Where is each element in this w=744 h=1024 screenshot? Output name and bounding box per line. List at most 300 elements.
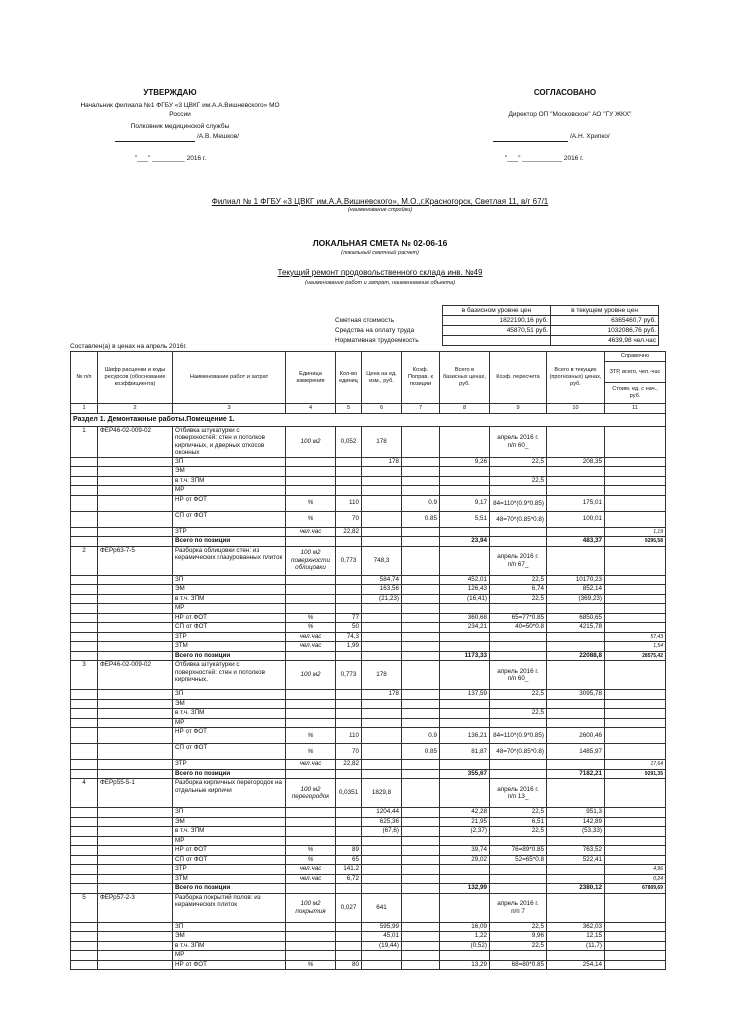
item-qty: 0,0351 (336, 779, 362, 808)
row-base (440, 951, 490, 961)
row-unit (286, 594, 336, 604)
table-row (71, 960, 666, 970)
row-unit (286, 932, 336, 942)
row-code (98, 932, 173, 942)
row-code (98, 690, 173, 700)
summary-base: 45870,51 руб. (443, 326, 551, 336)
row-cur (547, 527, 605, 537)
row-name: в т.ч. ЗПМ (173, 709, 286, 719)
row-base (440, 632, 490, 642)
row-qty: 89 (336, 846, 362, 856)
row-base: 5,51 (440, 511, 490, 527)
total-coef (402, 537, 440, 547)
total-coef (402, 769, 440, 779)
period-ref: п/п 60_ (507, 675, 529, 682)
row-ref (605, 604, 666, 614)
item-total-row (71, 651, 666, 661)
row-name: МР (173, 604, 286, 614)
agree-sign: /А.Н. Хрипко/ (570, 133, 610, 140)
col-number: 11 (605, 404, 666, 414)
row-coef (402, 951, 440, 961)
total-price (362, 769, 402, 779)
period-label: апрель 2016 г. (497, 900, 539, 907)
row-unit: чел.час (286, 527, 336, 537)
row-name: ЭМ (173, 932, 286, 942)
row-qty (336, 932, 362, 942)
row-coef (402, 808, 440, 818)
table-row (71, 527, 666, 537)
row-n (71, 865, 98, 875)
row-recalc: 22,5 (490, 690, 547, 700)
row-n (71, 941, 98, 951)
row-recalc: 22,5 (490, 709, 547, 719)
row-cur (547, 699, 605, 709)
row-n (71, 951, 98, 961)
row-cur: 208,35 (547, 457, 605, 467)
row-qty (336, 457, 362, 467)
row-coef (402, 632, 440, 642)
item-price: 178 (362, 661, 402, 690)
item-qty: 0,052 (336, 426, 362, 457)
item-name: Отбивка штукатурки с поверхностей: стен и потолков кирпичных, и дверных откосов оконных (173, 426, 286, 457)
total-cur: 483,37 (547, 537, 605, 547)
row-cur: (369,23) (547, 594, 605, 604)
row-unit: % (286, 744, 336, 760)
summary-cur: 6365460,7 руб. (551, 316, 659, 326)
row-coef: 0.9 (402, 728, 440, 744)
row-unit: % (286, 495, 336, 511)
row-recalc (490, 865, 547, 875)
col-ref-header: Справочно (605, 352, 666, 362)
item-code: ФЕРр55-5-1 (98, 779, 173, 808)
row-coef: 0.85 (402, 744, 440, 760)
item-cur (547, 893, 605, 922)
table-row (71, 932, 666, 942)
row-cur (547, 865, 605, 875)
compiled-note: Составлен(а) в ценах на апрель 2016г. (70, 343, 187, 350)
table-row (71, 827, 666, 837)
table-row (71, 632, 666, 642)
row-name: ЗТР (173, 865, 286, 875)
row-price (362, 951, 402, 961)
item-head-row (71, 426, 666, 457)
col-price-header: Цена на ед. изм., руб. (362, 352, 402, 404)
summary-head-base: в базисном уровне цен (443, 306, 551, 316)
row-recalc: 22,5 (490, 457, 547, 467)
col-number: 8 (440, 404, 490, 414)
summary-table (333, 305, 659, 346)
col-number: 7 (402, 404, 440, 414)
table-row (71, 808, 666, 818)
row-recalc: 48=70*(0.85*0.8) (490, 744, 547, 760)
col-ref1-header: ЗТР, всего, чел.-час (605, 362, 666, 383)
row-unit (286, 690, 336, 700)
row-recalc: 22,5 (490, 941, 547, 951)
table-row (71, 951, 666, 961)
item-name: Отбивка штукатурки с поверхностей: стен и потолков кирпичных, (173, 661, 286, 690)
row-base: 9,17 (440, 495, 490, 511)
row-coef (402, 709, 440, 719)
item-base (440, 893, 490, 922)
row-ref (605, 457, 666, 467)
row-unit: чел.час (286, 642, 336, 652)
row-ref (605, 932, 666, 942)
row-unit (286, 922, 336, 932)
row-ref (605, 613, 666, 623)
row-recalc: 22,5 (490, 827, 547, 837)
row-price (362, 855, 402, 865)
row-cur: (11,7) (547, 941, 605, 951)
row-name: ЭМ (173, 699, 286, 709)
row-coef (402, 467, 440, 477)
row-base: 39,74 (440, 846, 490, 856)
row-ref (605, 836, 666, 846)
row-price (362, 604, 402, 614)
row-recalc (490, 486, 547, 496)
row-unit: % (286, 846, 336, 856)
row-base (440, 874, 490, 884)
row-qty: 6,72 (336, 874, 362, 884)
col-number: 6 (362, 404, 402, 414)
table-row (71, 623, 666, 633)
row-recalc: 84=110*(0.9*0.85) (490, 495, 547, 511)
total-base: 355,67 (440, 769, 490, 779)
table-row (71, 476, 666, 486)
approve-line3: Полковник медицинской службы (130, 123, 230, 130)
item-qty: 0,773 (336, 661, 362, 690)
table-row (71, 699, 666, 709)
row-base (440, 865, 490, 875)
row-n (71, 457, 98, 467)
row-unit (286, 467, 336, 477)
period-label: апрель 2016 г. (497, 785, 539, 793)
row-coef (402, 575, 440, 585)
row-ref: 57,43 (605, 632, 666, 642)
row-name: в т.ч. ЗПМ (173, 476, 286, 486)
table-row (71, 642, 666, 652)
row-price (362, 718, 402, 728)
row-qty: 77 (336, 613, 362, 623)
row-name: СП от ФОТ (173, 511, 286, 527)
table-row (71, 846, 666, 856)
row-code (98, 808, 173, 818)
row-n (71, 594, 98, 604)
row-n (71, 817, 98, 827)
row-code (98, 760, 173, 770)
row-qty (336, 836, 362, 846)
row-base: 81,87 (440, 744, 490, 760)
row-unit: % (286, 613, 336, 623)
row-ref (605, 623, 666, 633)
object-name: Филиал № 1 ФГБУ «3 ЦВКГ им.А.А.Вишневского», М.О.,г.Красногорск, Светлая 11, в/г 67/1 (211, 197, 549, 206)
row-base: 234,21 (440, 623, 490, 633)
estimate-work: Текущий ремонт продовольственного склада инв. №49 (277, 268, 483, 277)
row-n (71, 604, 98, 614)
row-unit (286, 836, 336, 846)
table-row (71, 495, 666, 511)
row-code (98, 960, 173, 970)
item-price: 1829,8 (362, 779, 402, 808)
total-coef (402, 651, 440, 661)
total-n (71, 769, 98, 779)
row-ref: 4,96 (605, 865, 666, 875)
row-n (71, 575, 98, 585)
table-row (71, 855, 666, 865)
row-base (440, 699, 490, 709)
total-code (98, 769, 173, 779)
row-coef (402, 690, 440, 700)
row-cur: 2600,46 (547, 728, 605, 744)
row-unit: % (286, 855, 336, 865)
total-ref: 9291,35 (605, 769, 666, 779)
table-row (71, 817, 666, 827)
row-base: 16,09 (440, 922, 490, 932)
row-n (71, 527, 98, 537)
row-code (98, 922, 173, 932)
row-coef (402, 457, 440, 467)
row-code (98, 855, 173, 865)
row-coef (402, 874, 440, 884)
item-head-row (71, 779, 666, 808)
row-qty (336, 951, 362, 961)
row-n (71, 932, 98, 942)
row-recalc: 9,96 (490, 932, 547, 942)
row-ref (605, 817, 666, 827)
total-cur: 22088,8 (547, 651, 605, 661)
total-unit (286, 537, 336, 547)
total-label: Всего по позиции (173, 884, 286, 894)
row-coef (402, 718, 440, 728)
estimate-subtitle: (локальный сметный расчет) (341, 250, 419, 256)
row-code (98, 527, 173, 537)
row-recalc: 22,5 (490, 476, 547, 486)
row-name: НР от ФОТ (173, 846, 286, 856)
row-code (98, 642, 173, 652)
item-cur (547, 661, 605, 690)
row-unit (286, 457, 336, 467)
row-n (71, 827, 98, 837)
total-ref: 28575,42 (605, 651, 666, 661)
item-number: 5 (71, 893, 98, 922)
row-code (98, 951, 173, 961)
row-n (71, 760, 98, 770)
item-number: 1 (71, 426, 98, 457)
row-code (98, 457, 173, 467)
row-cur: (53,33) (547, 827, 605, 837)
row-n (71, 690, 98, 700)
total-recalc (490, 651, 547, 661)
summary-block (333, 305, 659, 346)
col-unit-header: Единица измерения (286, 352, 336, 404)
row-ref (605, 808, 666, 818)
row-price (362, 836, 402, 846)
row-coef (402, 827, 440, 837)
row-ref (605, 922, 666, 932)
row-base (440, 642, 490, 652)
row-recalc: 22,5 (490, 922, 547, 932)
row-recalc: 52=65*0.8 (490, 855, 547, 865)
row-ref (605, 495, 666, 511)
row-n (71, 642, 98, 652)
row-unit (286, 575, 336, 585)
row-unit: % (286, 511, 336, 527)
row-recalc (490, 527, 547, 537)
row-ref (605, 846, 666, 856)
row-qty: 110 (336, 495, 362, 511)
item-coef (402, 426, 440, 457)
row-recalc (490, 632, 547, 642)
row-qty (336, 817, 362, 827)
period-label: апрель 2016 г. (497, 553, 539, 560)
col-number: 3 (173, 404, 286, 414)
item-price: 748,3 (362, 546, 402, 575)
total-qty (336, 651, 362, 661)
row-price (362, 699, 402, 709)
row-code (98, 623, 173, 633)
row-recalc: 76=89*0.85 (490, 846, 547, 856)
item-unit: 100 м2 поверхности облицовки (286, 546, 336, 575)
table-row (71, 728, 666, 744)
row-code (98, 604, 173, 614)
row-name: ЗП (173, 457, 286, 467)
period-ref: п/п 7 (511, 907, 525, 915)
row-coef (402, 846, 440, 856)
row-n (71, 960, 98, 970)
row-base (440, 760, 490, 770)
row-base: 137,59 (440, 690, 490, 700)
row-code (98, 495, 173, 511)
row-ref (605, 467, 666, 477)
row-code (98, 817, 173, 827)
total-cur: 2380,12 (547, 884, 605, 894)
row-name: ЗТР (173, 527, 286, 537)
row-cur (547, 951, 605, 961)
row-coef (402, 817, 440, 827)
row-n (71, 632, 98, 642)
summary-cur: 4639,98 чел.час (551, 336, 659, 346)
col-cur-header: Всего в текущих (прогнозных) ценах, руб. (547, 352, 605, 404)
col-number: 10 (547, 404, 605, 414)
row-price: 178 (362, 690, 402, 700)
row-ref (605, 855, 666, 865)
row-recalc: 84=110*(0.9*0.85) (490, 728, 547, 744)
col-number: 1 (71, 404, 98, 414)
period-ref: п/п 13_ (507, 793, 529, 800)
row-ref (605, 585, 666, 595)
total-label: Всего по позиции (173, 769, 286, 779)
table-row (71, 718, 666, 728)
table-row (71, 604, 666, 614)
row-recalc (490, 604, 547, 614)
item-base (440, 779, 490, 808)
row-code (98, 827, 173, 837)
row-unit: % (286, 960, 336, 970)
row-cur (547, 760, 605, 770)
row-name: в т.ч. ЗПМ (173, 827, 286, 837)
row-name: СП от ФОТ (173, 623, 286, 633)
summary-base: 1822190,16 руб. (443, 316, 551, 326)
row-n (71, 486, 98, 496)
row-code (98, 486, 173, 496)
table-row (71, 836, 666, 846)
total-base: 1173,33 (440, 651, 490, 661)
row-cur (547, 642, 605, 652)
summary-cur: 1032086,76 руб. (551, 326, 659, 336)
agree-line1: Директор ОП "Московское" АО "ГУ ЖКХ" (508, 111, 632, 118)
row-qty (336, 922, 362, 932)
row-ref (605, 744, 666, 760)
approve-line1: Начальник филиала №1 ФГБУ «3 ЦВКГ им.А.А.Вишневского» МО (80, 102, 280, 109)
total-recalc (490, 769, 547, 779)
col-base-header: Всего в базисных ценах, руб. (440, 352, 490, 404)
row-ref (605, 951, 666, 961)
row-code (98, 467, 173, 477)
row-coef (402, 623, 440, 633)
row-price: 163,56 (362, 585, 402, 595)
row-name: ЗТР (173, 760, 286, 770)
row-cur: 10170,23 (547, 575, 605, 585)
row-recalc: 22,5 (490, 808, 547, 818)
table-row (71, 874, 666, 884)
col-number: 4 (286, 404, 336, 414)
row-name: ЭМ (173, 467, 286, 477)
row-unit: чел.час (286, 865, 336, 875)
item-number: 2 (71, 546, 98, 575)
column-numbers-row (71, 404, 666, 414)
col-name-header: Наименование работ и затрат (173, 352, 286, 404)
row-qty: 141,2 (336, 865, 362, 875)
row-ref (605, 718, 666, 728)
item-unit: 100 м2 (286, 426, 336, 457)
row-name: ЗП (173, 575, 286, 585)
row-name: ЗП (173, 808, 286, 818)
row-name: ЭМ (173, 817, 286, 827)
row-qty (336, 585, 362, 595)
row-price (362, 960, 402, 970)
row-unit (286, 476, 336, 486)
table-row (71, 575, 666, 585)
row-price: 178 (362, 457, 402, 467)
row-name: МР (173, 486, 286, 496)
row-code (98, 632, 173, 642)
item-coef (402, 661, 440, 690)
row-code (98, 511, 173, 527)
item-code: ФЕРр57-2-3 (98, 893, 173, 922)
item-cur (547, 546, 605, 575)
row-n (71, 836, 98, 846)
row-price: 1204,44 (362, 808, 402, 818)
row-cur (547, 836, 605, 846)
row-unit (286, 699, 336, 709)
item-code: ФЕРр63-7-5 (98, 546, 173, 575)
item-number: 4 (71, 779, 98, 808)
row-coef (402, 960, 440, 970)
row-ref (605, 575, 666, 585)
row-qty: 80 (336, 960, 362, 970)
row-recalc (490, 642, 547, 652)
row-qty: 65 (336, 855, 362, 865)
row-ref: 17,64 (605, 760, 666, 770)
total-code (98, 651, 173, 661)
row-price (362, 642, 402, 652)
row-price (362, 623, 402, 633)
row-code (98, 594, 173, 604)
row-n (71, 709, 98, 719)
total-recalc (490, 537, 547, 547)
col-number: 9 (490, 404, 547, 414)
item-period (490, 661, 547, 690)
row-qty (336, 604, 362, 614)
